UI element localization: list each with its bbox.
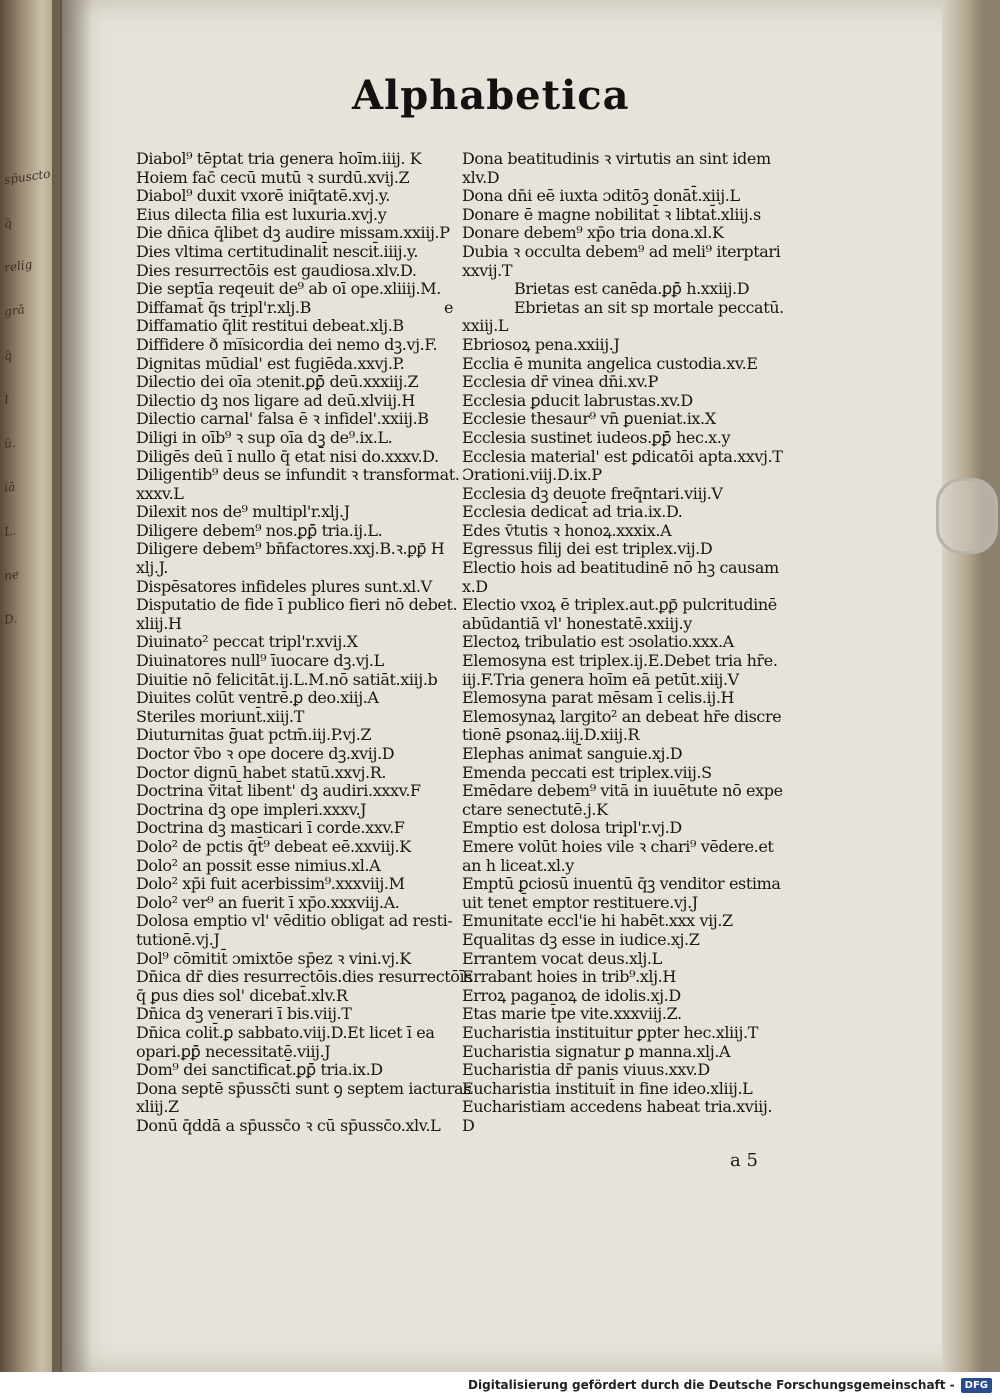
index-entry: Diffidere ð mi̅sicordia dei nemo dꝫ.vj.F. bbox=[136, 334, 438, 354]
index-entry: Emptio est dolosa tripl'r.vj.D bbox=[462, 818, 682, 838]
index-entry: Dilectio dꝫ nos ligare ad deū.xlviij.H bbox=[136, 390, 415, 410]
margin-note: ū. bbox=[3, 435, 17, 451]
index-entry: Diuitie nō felicitāt.ij.L.M.nō satiāt.xiij.b bbox=[136, 669, 438, 689]
index-entry: Eucharistia instituit̄ in fine ideo.xliij.L bbox=[462, 1078, 753, 1098]
index-entry: xxvij.T bbox=[462, 260, 513, 280]
index-entry: Diligi in oīb⁹ ꝛ sup oīa dꝫ de⁹.ix.L. bbox=[136, 427, 393, 447]
index-entry: Egressus filij dei est triplex.vij.D bbox=[462, 539, 713, 559]
index-entry: xxxv.L bbox=[136, 483, 184, 503]
index-entry: Dolo² an possit esse nimius.xl.A bbox=[136, 855, 381, 875]
index-entry: Ecclesia dꝫ deuote freq̄ntari.viij.V bbox=[462, 483, 723, 503]
index-entry: Ebriosoꝝ pena.xxiij.J bbox=[462, 334, 620, 354]
index-entry: Ecclesie thesaur⁹ vn̄ ꝑueniat.ix.X bbox=[462, 409, 716, 429]
index-entry: Dies vltima certitudinalit̄ nescit̄.iiij.y. bbox=[136, 241, 419, 261]
index-entry: Doctor dignū habet statū.xxvj.R. bbox=[136, 762, 387, 782]
index-entry: tutionē.vj.J bbox=[136, 929, 220, 949]
index-entry: Errantem vocat deus.xlj.L bbox=[462, 948, 662, 968]
index-entry: Dolo² ver⁹ an fuerit ī xp̄o.xxxviij.A. bbox=[136, 892, 400, 912]
index-entry: Diuites colūt ventrē.ꝑ deo.xiij.A bbox=[136, 688, 379, 708]
index-entry: Elemosyna est triplex.ij.E.Debet tria hr̄e. bbox=[462, 651, 778, 671]
index-entry: Emēdare debem⁹ vitā in iuuētute nō expe bbox=[462, 781, 783, 801]
index-entry: Dolosa emptio vl' vēditio obligat ad resti- bbox=[136, 911, 453, 931]
index-entry: abūdantiā vl' honestatē.xxiij.y bbox=[462, 613, 692, 633]
index-entry: Erroꝝ paganoꝝ de idolis.xj.D bbox=[462, 985, 681, 1005]
index-entry: Brietas est canēda.ꝑꝑ̄ h.xxiij.D bbox=[514, 279, 750, 299]
index-entry: Dolo² de pctis q̄t̄⁹ debeat eē.xxviij.K bbox=[136, 836, 411, 856]
index-entry: Elemosyna parat mēsam ī celis.ij.H bbox=[462, 688, 735, 708]
index-entry: Dolo² xp̄i fuit acerbissim⁹.xxxviij.M bbox=[136, 874, 405, 894]
index-entry: Eucharistiam accedens habeat tria.xviij. bbox=[462, 1097, 773, 1117]
index-entry: Doctrina dꝫ masticari ī corde.xxv.F bbox=[136, 818, 405, 838]
index-entry: Eucharistia dr̄ panis viuus.xxv.D bbox=[462, 1060, 710, 1080]
index-entry: Donū q̄ddā a sp̄ussc̄o ꝛ cū sp̄ussc̄o.xlv.L bbox=[136, 1115, 441, 1135]
index-entry: Etas marie t̄pe vite.xxxviij.Z. bbox=[462, 1004, 682, 1024]
index-entry: Electio vxoꝝ ē triplex.aut.ꝑꝑ̄ pulcritudinē bbox=[462, 595, 777, 615]
index-entry: Dies resurrectōis est gaudiosa.xlv.D. bbox=[136, 260, 417, 280]
index-entry: Doctrina v̄itat̄ libent' dꝫ audiri.xxxv.F bbox=[136, 781, 421, 801]
index-entry: Ecclia ē munita angelica custodia.xv.E bbox=[462, 353, 758, 373]
index-entry: an h liceat.xl.y bbox=[462, 855, 574, 875]
index-entry: Ecclesia ꝑducit labrustas.xv.D bbox=[462, 390, 693, 410]
margin-note: sp̄uscto bbox=[3, 166, 52, 187]
footer-bar bbox=[0, 1372, 1000, 1398]
index-entry: Dilectio dei oīa ɔtenit.ꝑꝑ̄ deū.xxxiij.Z bbox=[136, 372, 419, 392]
index-entry: Diabol⁹ duxit vxorē iniq̄tatē.xvj.y. bbox=[136, 186, 390, 206]
index-entry: Dispēsatores infideles plures sunt.xl.V bbox=[136, 576, 432, 596]
index-entry: Dilexit nos de⁹ multipl'r.xlj.J bbox=[136, 502, 350, 522]
index-entry: Dom⁹ dei sanctificat̄.ꝑꝑ̄ tria.ix.D bbox=[136, 1060, 383, 1080]
index-entry: tionē ꝑsonaꝝ.iij.D.xiij.R bbox=[462, 725, 640, 745]
index-entry: Dn̄ica colit̄.ꝑ sabbato.viij.D.Et licet ī ea bbox=[136, 1022, 435, 1042]
margin-note: iā bbox=[3, 479, 17, 495]
index-entry: Doctrina dꝫ ope impleri.xxxv.J bbox=[136, 799, 367, 819]
index-entry: Dol⁹ cōmitit̄ ɔmixtōe sp̄ez ꝛ vini.vj.K bbox=[136, 948, 411, 968]
index-entry: Eius dilecta filia est luxuria.xvj.y bbox=[136, 204, 387, 224]
index-entry: Equalitas dꝫ esse in iudice.xj.Z bbox=[462, 929, 700, 949]
index-entry: Edes v̄tutis ꝛ honoꝝ.xxxix.A bbox=[462, 520, 672, 540]
index-entry: opari.ꝑꝑ̄ necessitatē.viij.J bbox=[136, 1041, 331, 1061]
index-entry: Eucharistia signatur ꝑ manna.xlj.A bbox=[462, 1041, 731, 1061]
index-entry: Doctor v̄bo ꝛ ope docere dꝫ.xvij.D bbox=[136, 744, 395, 763]
index-entry: Errabant hoies in trib⁹.xlj.H bbox=[462, 967, 676, 987]
index-entry: Dubia ꝛ occulta debem⁹ ad meli⁹ iterptari bbox=[462, 241, 781, 261]
margin-note: q̄ bbox=[3, 348, 13, 363]
index-entry: Diligēs deū ī nullo q̄ etat̄ nisi do.xxxv.D. bbox=[136, 446, 439, 466]
index-entry: Emere volūt hoies vile ꝛ chari⁹ vēdere.et bbox=[462, 836, 774, 856]
signature-mark: a 5 bbox=[730, 1150, 758, 1171]
footer-text: Digitalisierung gefördert durch die Deutsche Forschungsgemeinschaft - bbox=[468, 1378, 955, 1392]
index-entry: Elemosynaꝝ largito² an debeat hr̄e discre bbox=[462, 706, 782, 726]
index-entry: Diffamat̄ q̄s tripl'r.xlj.B bbox=[136, 297, 311, 317]
index-entry: Diligere debem⁹ nos.ꝑꝑ̄ tria.ij.L. bbox=[136, 520, 383, 540]
margin-note: I bbox=[3, 392, 10, 407]
index-entry: iij.F.Tria genera hoīm eā petūt.xiij.V bbox=[462, 669, 739, 689]
index-entry: Die septīa reqeuit de⁹ ab oī ope.xliiij.M. bbox=[136, 279, 441, 299]
index-entry: x.D bbox=[462, 576, 488, 596]
index-entry: Electio hois ad beatitudinē nō hꝫ causam bbox=[462, 558, 779, 578]
spine-shadow bbox=[52, 0, 92, 1398]
index-entry: Diligentib⁹ deus se infundit ꝛ transformat. bbox=[136, 465, 460, 485]
index-entry: Dn̄ica dr̄ dies resurrectōis.dies resurrectōīs bbox=[136, 967, 473, 987]
index-entry: Diuinato² peccat tripl'r.xvij.X bbox=[136, 632, 358, 652]
index-entry: Steriles moriunt̄.xiij.T bbox=[136, 706, 304, 726]
index-entry: Elephas animat̄ sanguie.xj.D bbox=[462, 744, 683, 763]
index-entry: Dilectio carnal' falsa ē ꝛ infidel'.xxiij.B bbox=[136, 409, 429, 429]
index-entry: Die dn̄ica q̄libet dꝫ audire missam.xxiij.P bbox=[136, 223, 450, 243]
index-entry: Hoiem fac̄ cecū mutū ꝛ surdū.xvij.Z bbox=[136, 167, 410, 187]
index-entry: Dona beatitudinis ꝛ virtutis an sint idem bbox=[462, 149, 771, 168]
left-index-column bbox=[136, 150, 472, 1135]
left-margin-notes bbox=[3, 166, 52, 654]
index-entry: Electoꝝ tribulatio est ɔsolatio.xxx.A bbox=[462, 632, 734, 652]
index-entry: Ecclesia material' est ꝑdicatōi apta.xxvj.T bbox=[462, 446, 783, 466]
index-entry: Ɔrationi.viij.D.ix.P bbox=[462, 465, 602, 485]
index-entry: Dignitas mūdial' est fugiēda.xxvj.P. bbox=[136, 353, 405, 373]
index-entry: Diuturnitas ḡuat pctm̄.iij.P.vj.Z bbox=[136, 725, 372, 745]
margin-note: D. bbox=[3, 611, 19, 627]
index-entry: Ecclesia dedicat̄ ad tria.ix.D. bbox=[462, 502, 683, 522]
index-entry: Emenda peccati est triplex.viij.S bbox=[462, 762, 712, 782]
index-entry: Donare ē magne nobilitat̄ ꝛ libtat̄.xliij.s bbox=[462, 204, 761, 224]
margin-letter: e bbox=[444, 297, 454, 317]
right-index-column bbox=[444, 149, 784, 1135]
index-entry: Disputatio de fide ī publico fieri nō debet. bbox=[136, 595, 458, 615]
index-entry: Emunitate eccl'ie hi habēt.xxx vij.Z bbox=[462, 911, 733, 931]
margin-note: ne bbox=[3, 567, 20, 583]
page-edge bbox=[942, 0, 982, 1372]
index-entry: Diabol⁹ tēptat tria genera hoīm.iiij. K bbox=[136, 149, 422, 168]
index-entry: xlv.D bbox=[462, 167, 500, 187]
dfg-logo: DFG bbox=[961, 1378, 992, 1393]
margin-note: relig bbox=[3, 257, 34, 275]
margin-note: L. bbox=[3, 523, 17, 539]
margin-note: grā bbox=[3, 302, 26, 319]
index-entry: Donare debem⁹ xp̄o tria dona.xl.K bbox=[462, 223, 724, 243]
index-entry: e Ebrietas an sit sp mortale peccatū. bbox=[444, 297, 784, 317]
index-entry: Dona dn̄i eē iuxta ɔditōꝫ donāt̄.xiij.L bbox=[462, 186, 740, 206]
index-entry: Diligere debem⁹ bn̄factores.xxj.B.ꝛ.ꝑꝑ̄ H bbox=[136, 539, 445, 559]
index-entry: Diffamatio q̄lit̄ restitui debeat.xlj.B bbox=[136, 316, 404, 336]
index-entry: Diuinatores null⁹ īuocare dꝫ.vj.L bbox=[136, 651, 384, 671]
margin-note: q̄ bbox=[3, 216, 13, 231]
index-entry: xliij.H bbox=[136, 613, 182, 633]
index-entry: Dona septē sp̄ussc̄ti sunt ꝯ septem iacturas bbox=[136, 1078, 471, 1098]
index-entry: xxiij.L bbox=[462, 316, 509, 336]
index-entry: xliij.Z bbox=[136, 1097, 179, 1117]
index-entry: Eucharistia instituitur ꝑpter hec.xliij.T bbox=[462, 1022, 758, 1042]
page-clip bbox=[936, 478, 998, 554]
index-entry: Ecclesia sustinet iudeos.ꝑꝑ̄ hec.x.y bbox=[462, 427, 731, 447]
index-entry: D bbox=[462, 1115, 475, 1135]
index-entry: Emptū ꝑciosū inuentū q̄ꝫ venditor estima bbox=[462, 874, 781, 894]
index-entry: Ecclesia dr̄ vinea dn̄i.xv.P bbox=[462, 372, 659, 392]
index-entry: xlj.J. bbox=[136, 558, 169, 578]
index-entry: ctare senectutē.j.K bbox=[462, 799, 608, 819]
index-entry: q̄ ꝑus dies sol' dicebat̄.xlv.R bbox=[136, 985, 348, 1005]
index-entry: Dn̄ica dꝫ venerari ī bis.viij.T bbox=[136, 1004, 352, 1024]
page-heading: Alphabetica bbox=[352, 72, 630, 119]
index-entry: uit tenet̄ emptor restituere.vj.J bbox=[462, 892, 698, 912]
